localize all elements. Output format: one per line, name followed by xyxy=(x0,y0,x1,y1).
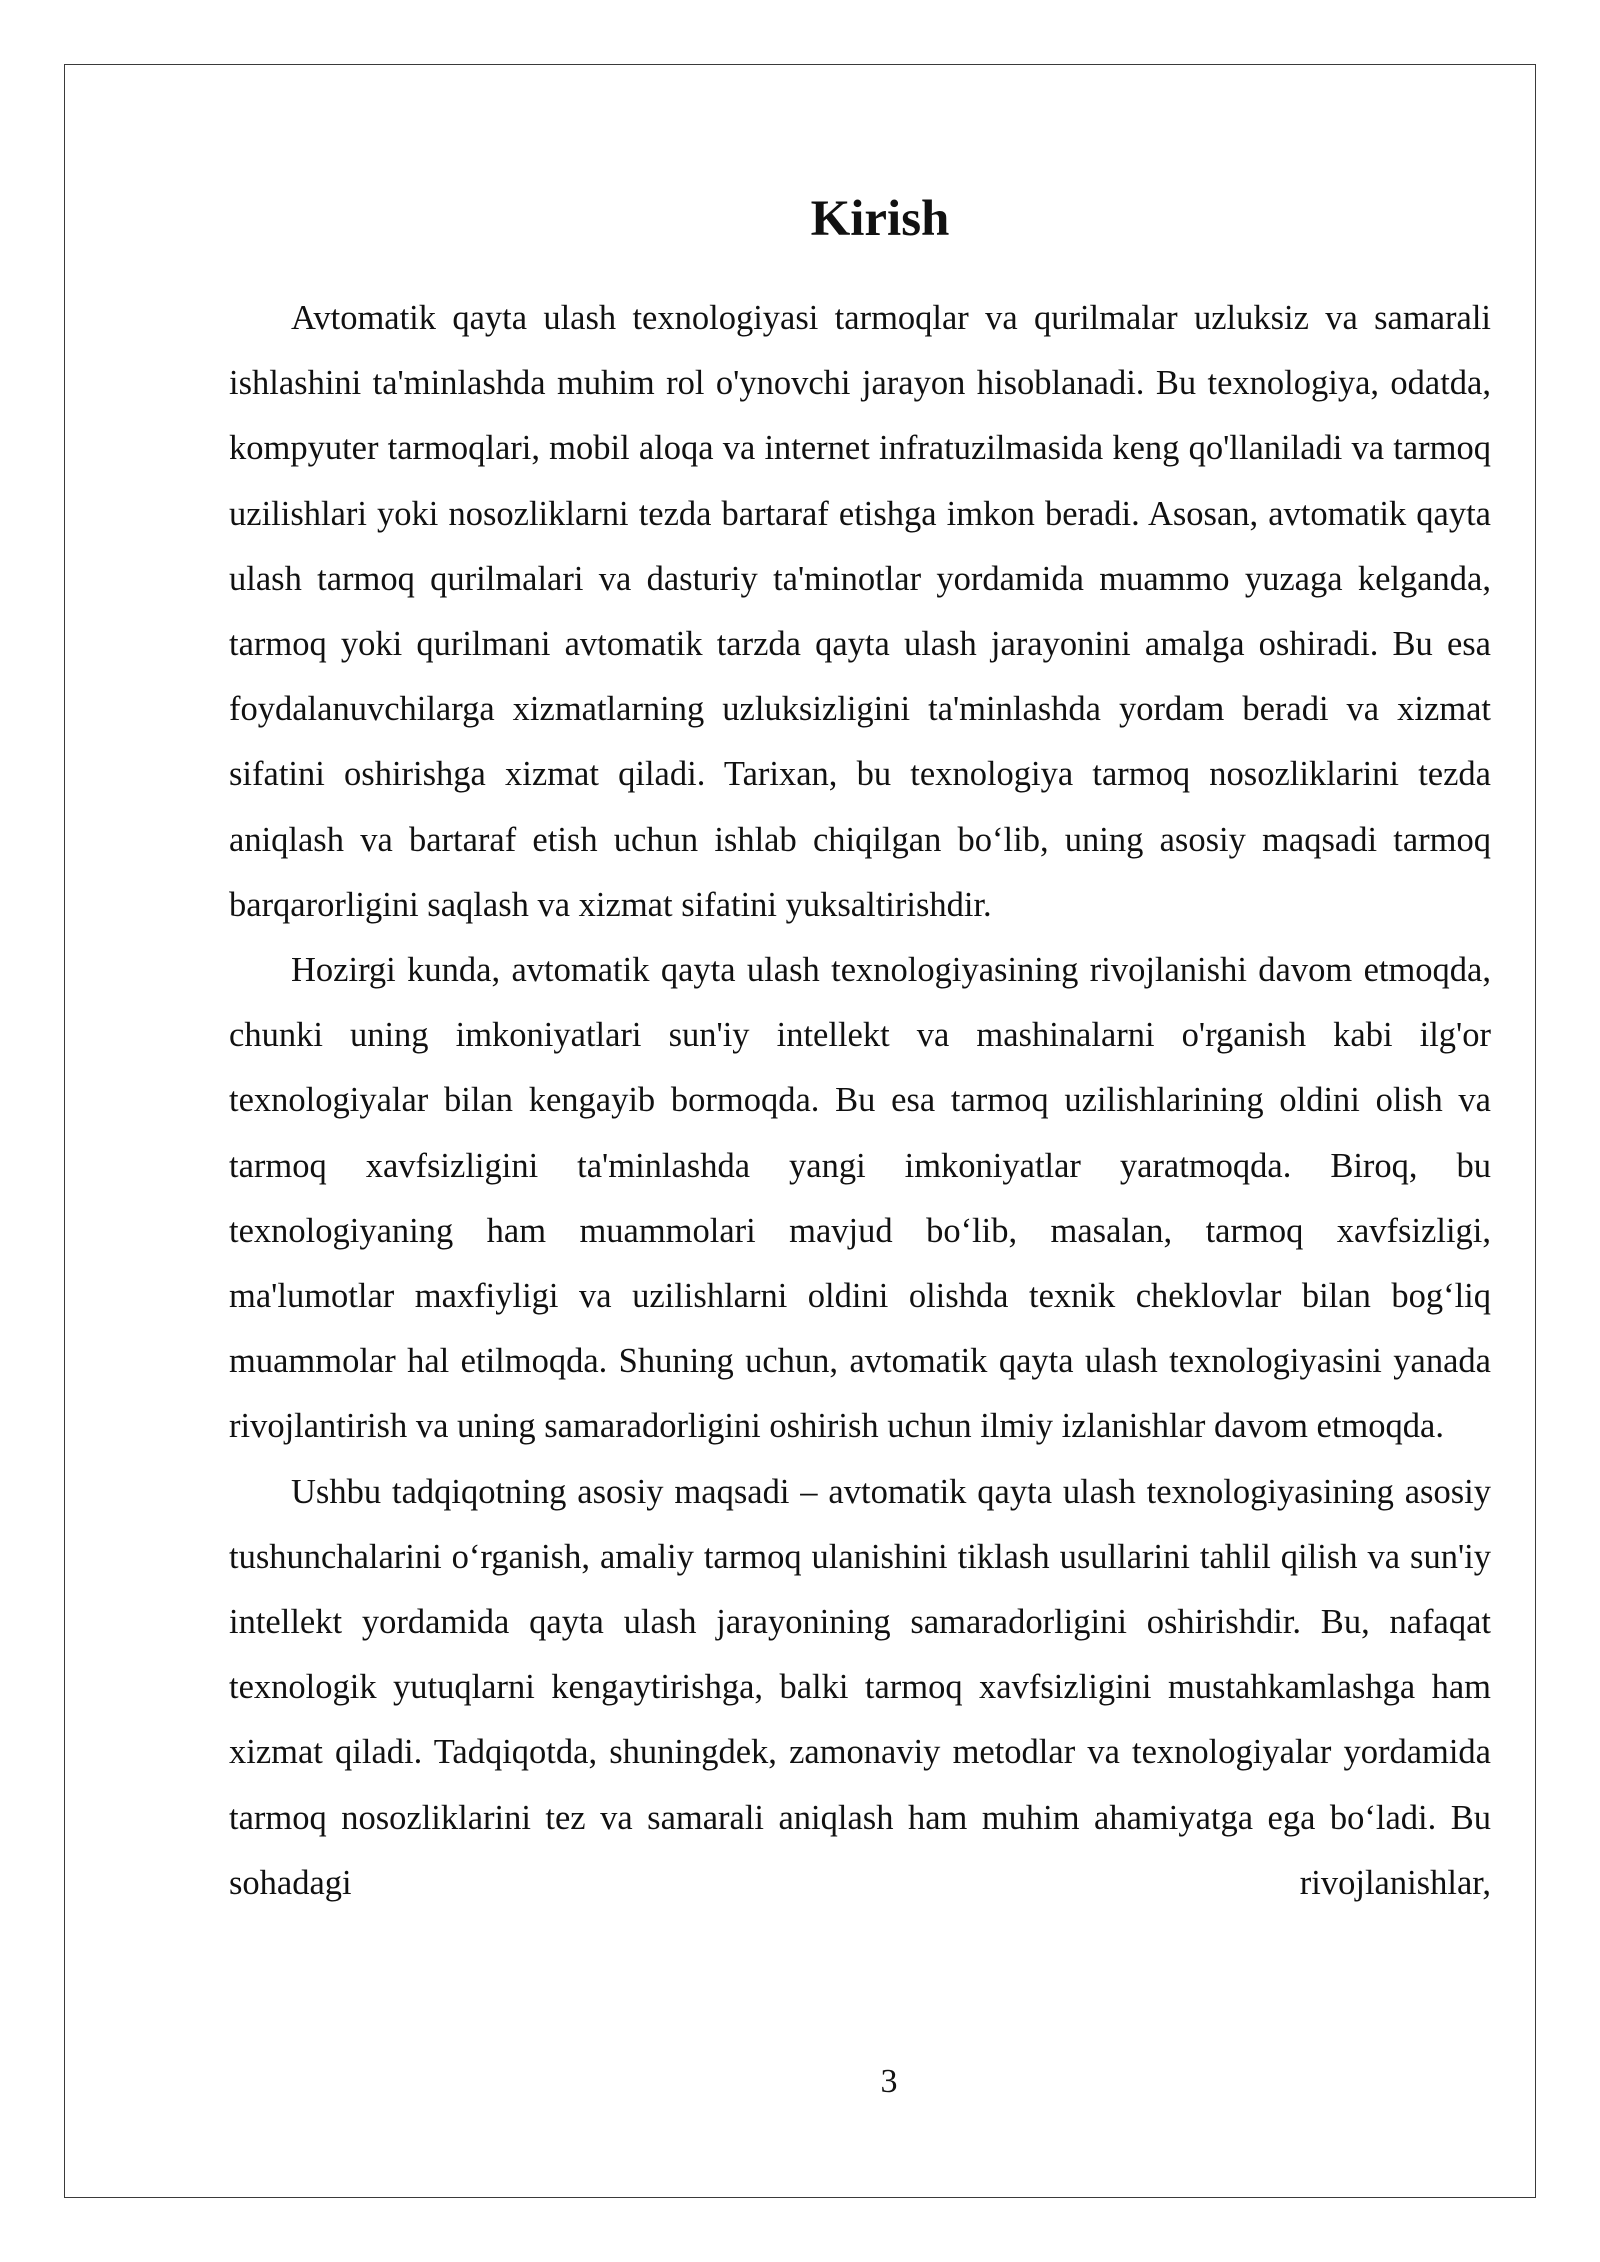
paragraph-2: Hozirgi kunda, avtomatik qayta ulash texnologiyasining rivojlanishi davom etmoqda, chunki uning imkoniyatlari sun'iy intellekt va mashinalarni o'rganish kabi ilg'or texnologiyalar bilan kengayib bormoqda. Bu esa tarmoq uzilishlarining oldini olish va tarmoq xavfsizligini ta'minlashda yangi imkoniyatlar yaratmoqda. Biroq, bu texnologiyaning ham muammolari mavjud bo‘lib, masalan, tarmoq xavfsizligi, ma'lumotlar maxfiyligi va uzilishlarni oldini olishda texnik cheklovlar bilan bog‘liq muammolar hal etilmoqda. Shuning uchun, avtomatik qayta ulash texnologiyasini yanada rivojlantirish va uning samaradorligini oshirish uchun ilmiy izlanishlar davom etmoqda. xyxy=(229,951,1491,1446)
paragraph-1: Avtomatik qayta ulash texnologiyasi tarmoqlar va qurilmalar uzluksiz va samarali ishlashini ta'minlashda muhim rol o'ynovchi jarayon hisoblanadi. Bu texnologiya, odatda, kompyuter tarmoqlari, mobil aloqa va internet infratuzilmasida keng qo'llaniladi va tarmoq uzilishlari yoki nosozliklarni tezda bartaraf etishga imkon beradi. Asosan, avtomatik qayta ulash tarmoq qurilmalari va dasturiy ta'minotlar yordamida muammo yuzaga kelganda, tarmoq yoki qurilmani avtomatik tarzda qayta ulash jarayonini amalga oshiradi. Bu esa foydalanuvchilarga xizmatlarning uzluksizligini ta'minlashda yordam beradi va xizmat sifatini oshirishga xizmat qiladi. Tarixan, bu texnologiya tarmoq nosozliklarini tezda aniqlash va bartaraf etish uchun ishlab chiqilgan bo‘lib, uning asosiy maqsadi tarmoq barqarorligini saqlash va xizmat sifatini yuksaltirishdir. xyxy=(229,299,1491,924)
page-title: Kirish xyxy=(810,191,950,248)
page-number: 3 xyxy=(880,2063,898,2100)
body-text xyxy=(229,286,1491,1916)
paragraph-3: Ushbu tadqiqotning asosiy maqsadi – avtomatik qayta ulash texnologiyasining asosiy tushunchalarini o‘rganish, amaliy tarmoq ulanishini tiklash usullarini tahlil qilish va sun'iy intellekt yordamida qayta ulash jarayonining samaradorligini oshirishdir. Bu, nafaqat texnologik yutuqlarni kengaytirishga, balki tarmoq xavfsizligini mustahkamlashga ham xizmat qiladi. Tadqiqotda, shuningdek, zamonaviy metodlar va texnologiyalar yordamida tarmoq nosozliklarini tez va samarali aniqlash ham muhim ahamiyatga ega bo‘ladi. Bu sohadagi rivojlanishlar, xyxy=(229,1472,1491,1902)
